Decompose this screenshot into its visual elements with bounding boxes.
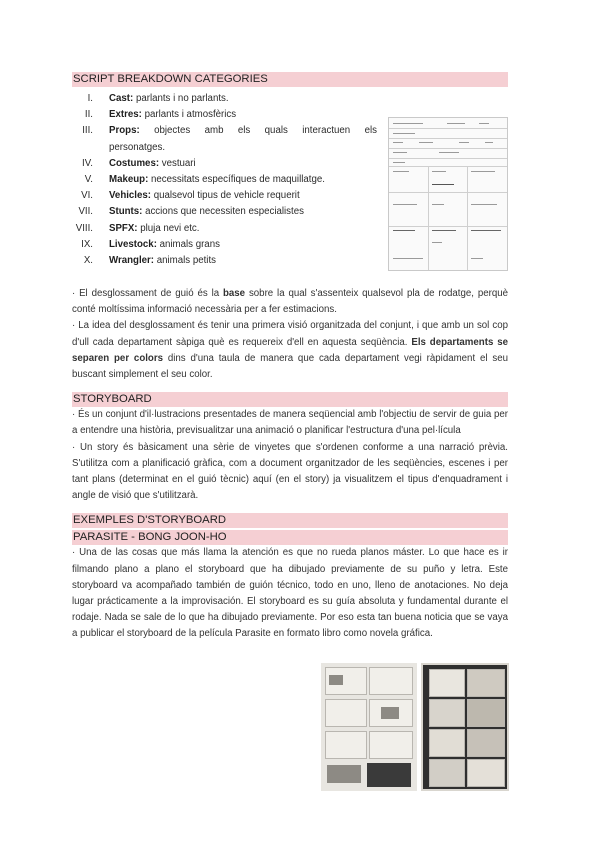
breakdown-paragraph-2: · La idea del desglossament és tenir una primera visió organitzada del conjunt, i que amb un sol cop d'ull cada departament sàpiga què es requereix d'ell en aquesta seqüència. Els departaments se separen per colors dins d'una taula de manera que cada departament vegi ràpidament el seu buscant simplement el seu color.	[72, 320, 509, 381]
breakdown-categories-list	[72, 91, 377, 269]
storyboard-paragraph-2: · Un story és bàsicament una sèrie de vinyetes que s'ordenen conforme a una narració prèvia. S'utilitza com a planificació gràfica, com a document organitzador de les seqüències, escenes i per tant plans (determinat en el guió tècnic) aquí (en el story) ja visualitzem el tipus d'enquadrament i angle de visió que s'utilitzarà.	[72, 441, 508, 502]
list-item: VII. Stunts: accions que necessiten especialistes	[78, 206, 304, 218]
list-item: II. Extres: parlants i atmosfèrics	[84, 109, 237, 121]
list-item: III. Props: objectes amb els quals interactuen els personatges.	[82, 125, 377, 153]
parasite-storyboard-images	[321, 663, 509, 791]
storyboard-sketch-image	[321, 663, 417, 791]
list-item: VIII. SPFX: pluja nevi etc.	[75, 222, 200, 234]
section-header-storyboard: STORYBOARD	[72, 392, 508, 407]
storyboard-book-image	[421, 663, 509, 791]
list-item: V. Makeup: necessitats específiques de maquillatge.	[84, 174, 325, 186]
section-header-script-breakdown: SCRIPT BREAKDOWN CATEGORIES	[72, 72, 508, 87]
list-item: VI. Vehicles: qualsevol tipus de vehicle requerit	[81, 190, 300, 202]
list-item: I. Cast: parlants i no parlants.	[87, 93, 229, 104]
breakdown-block	[72, 91, 508, 286]
parasite-paragraph: · Una de las cosas que más llama la atención es que no rueda planos máster. Lo que hace es ir filmando plano a plano el storyboard que ha dibujado previamente de su puño y letra. Este storyboard va acompañado también de guión técnico, todo en uno, lleno de anotaciones. No deja lugar prácticamente a la improvisación. El storyboard es su guía absoluta y fundamental durante el rodaje. Nada se sale de lo que ha dibujado previamente. Por eso esta tan buena noticia que se vaya a publicar el storyboard de la película Parasite en formato libro como novela gráfica.	[72, 547, 508, 640]
document-page	[72, 72, 508, 643]
section-subheader-parasite: PARASITE - BONG JOON-HO	[72, 530, 508, 545]
list-item: IV. Costumes: vestuari	[82, 157, 196, 169]
section-header-examples: EXEMPLES D'STORYBOARD	[72, 513, 508, 528]
list-item: IX. Livestock: animals grans	[81, 238, 220, 250]
list-item: X. Wrangler: animals petits	[83, 255, 216, 267]
storyboard-paragraph-1: · És un conjunt d'il·lustracions presentades de manera seqüencial amb l'objectiu de servir de guia per a entendre una història, previsualitzar una animació o planificar l'estructura d'una pel·lícula	[72, 409, 508, 437]
breakdown-paragraph-1: · El desglossament de guió és la base sobre la qual s'assenteix qualsevol pla de rodatge, perquè conté moltíssima informació necessària per a fer estimacions.	[72, 288, 508, 316]
breakdown-sheet-image	[388, 117, 508, 271]
